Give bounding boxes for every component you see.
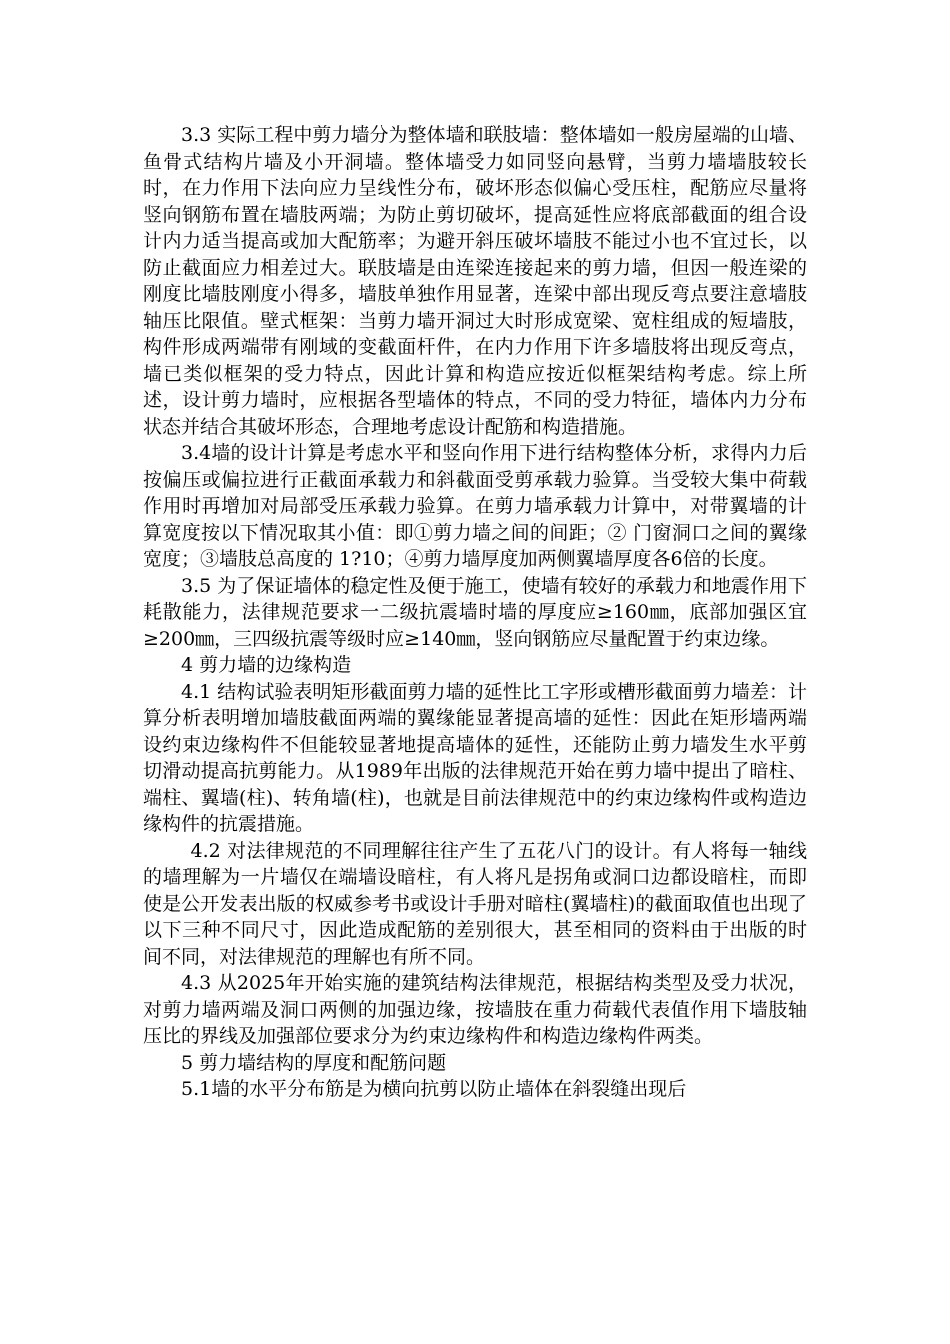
section-heading-4: 4 剪力墙的边缘构造 (181, 654, 352, 676)
section-heading-5: 5 剪力墙结构的厚度和配筋问题 (181, 1051, 447, 1074)
paragraph-3-3: 3.3 实际工程中剪力墙分为整体墙和联肢墙：整体墙如一般房屋端的山墙、鱼骨式结构片墙及小开洞墙。整体墙受力如同竖向悬臂，当剪力墙墙肢较长时，在力作用下法向应力呈线性分布，破坏形态似偏心受压柱，配筋应尽量将竖向钢筋布置在墙肢两端；为防止剪切破坏，提高延性应将底部截面的组合设计内力适当提高或加大配筋率；为避开斜压破坏墙肢不能过小也不宜过长，以防止截面应力相差过大。联肢墙是由连梁连接起来的剪力墙，但因一般连梁的刚度比墙肢刚度小得多，墙肢单独作用显著，连梁中部出现反弯点要注意墙肢轴压比限值。壁式框架：当剪力墙开洞过大时形成宽梁、宽柱组成的短墙肢，构件形成两端带有刚域的变截面杆件，在内力作用下许多墙肢将出现反弯点，墙已类似框架的受力特点，因此计算和构造应按近似框架结构考虑。综上所述，设计剪力墙时，应根据各型墙体的特点，不同的受力特征，墙体内力分布状态并结合其破坏形态，合理地考虑设计配筋和构造措施。 (143, 124, 807, 438)
paragraph-4-3: 4.3 从2025年开始实施的建筑结构法律规范，根据结构类型及受力状况，对剪力墙两端及洞口两侧的加强边缘，按墙肢在重力荷载代表值作用下墙肢轴压比的界线及加强部位要求分为约束边缘构件和构造边缘构件两类。 (143, 972, 807, 1047)
paragraph-4-2: 4.2 对法律规范的不同理解往往产生了五花八门的设计。有人将每一轴线的墙理解为一片墙仅在端墙设暗柱，有人将凡是拐角或洞口边都设暗柱，而即使是公开发表出版的权威参考书或设计手册对暗柱(翼墙柱)的截面取值也出现了以下三种不同尺寸，因此造成配筋的差别很大，甚至相同的资料由于出版的时间不同，对法律规范的理解也有所不同。 (143, 839, 807, 968)
paragraph-5-1: 5.1墙的水平分布筋是为横向抗剪以防止墙体在斜裂缝出现后 (181, 1078, 687, 1100)
paragraph-4-1: 4.1 结构试验表明矩形截面剪力墙的延性比工字形或槽形截面剪力墙差：计算分析表明增加墙肢截面两端的翼缘能显著提高墙的延性：因此在矩形墙两端设约束边缘构件不但能较显著地提高墙体的延性，还能防止剪力墙发生水平剪切滑动提高抗剪能力。从1989年出版的法律规范开始在剪力墙中提出了暗柱、端柱、翼墙(柱)、转角墙(柱)，也就是目前法律规范中的约束边缘构件或构造边缘构件的抗震措施。 (143, 680, 807, 835)
document-body (143, 122, 807, 1103)
paragraph-3-4: 3.4墙的设计计算是考虑水平和竖向作用下进行结构整体分析，求得内力后按偏压或偏拉进行正截面承载力和斜截面受剪承载力验算。当受较大集中荷载作用时再增加对局部受压承载力验算。在剪力墙承载力计算中，对带翼墙的计算宽度按以下情况取其小值：即①剪力墙之间的间距；② 门窗洞口之间的翼缘宽度；③墙肢总高度的 1?10；④剪力墙厚度加两侧翼墙厚度各6倍的长度。 (143, 442, 807, 570)
paragraph-3-5: 3.5 为了保证墙体的稳定性及便于施工，使墙有较好的承载力和地震作用下耗散能力，法律规范要求一二级抗震墙时墙的厚度应≥160㎜，底部加强区宜≥200㎜，三四级抗震等级时应≥140㎜，竖向钢筋应尽量配置于约束边缘。 (143, 574, 807, 650)
